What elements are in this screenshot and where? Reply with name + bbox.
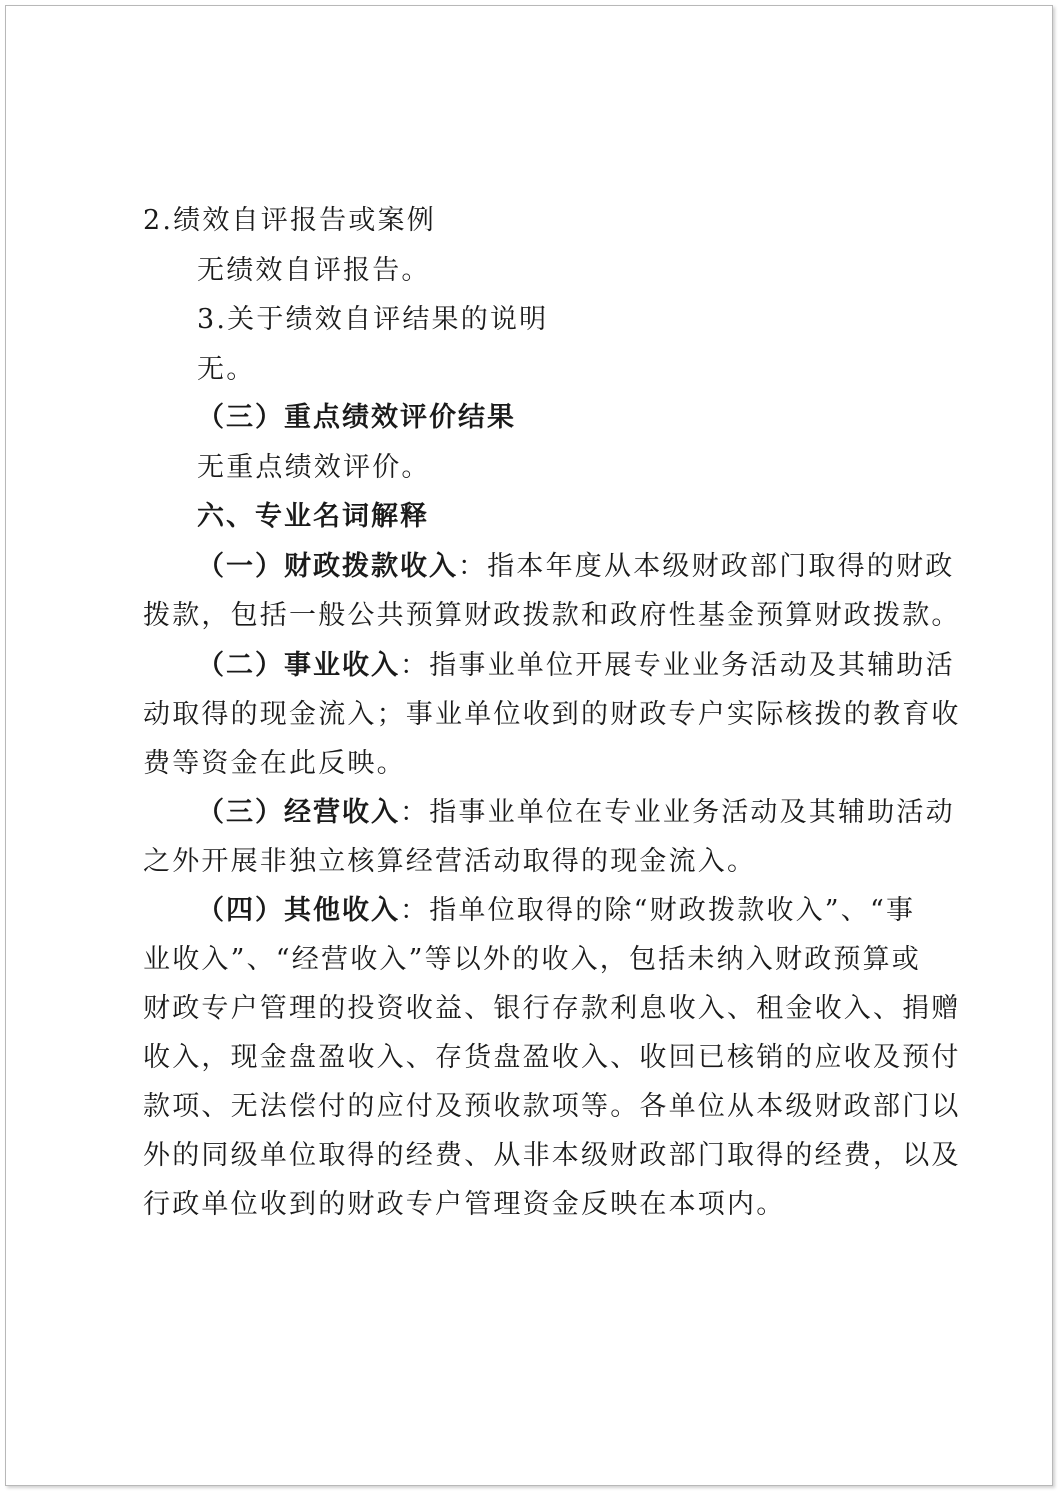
definition-business-income bbox=[197, 650, 955, 682]
definition-continuation: 外的同级单位取得的经费、从非本级财政部门取得的经费，以及 bbox=[143, 1140, 961, 1171]
subheading-self-eval-report: 2.绩效自评报告或案例 bbox=[143, 205, 436, 236]
definition-other-income bbox=[197, 895, 915, 927]
definition-continuation: 款项、无法偿付的应付及预收款项等。各单位从本级财政部门以 bbox=[143, 1091, 961, 1122]
definition-continuation: 之外开展非独立核算经营活动取得的现金流入。 bbox=[143, 846, 757, 877]
paragraph-no-key-evaluation: 无重点绩效评价。 bbox=[197, 452, 431, 483]
subheading-result-explanation: 3.关于绩效自评结果的说明 bbox=[197, 304, 549, 335]
definition-continuation: 费等资金在此反映。 bbox=[143, 748, 406, 779]
definition-continuation: 动取得的现金流入；事业单位收到的财政专户实际核拨的教育收 bbox=[143, 699, 961, 730]
definition-text: ：指单位取得的除“财政拨款收入”、“事 bbox=[400, 895, 916, 926]
definition-text: ：指本年度从本级财政部门取得的财政 bbox=[458, 551, 955, 582]
term-fiscal-appropriation: （一）财政拨款收入 bbox=[197, 551, 458, 582]
definition-text: ：指事业单位开展专业业务活动及其辅助活 bbox=[400, 650, 955, 681]
definition-fiscal-appropriation bbox=[197, 551, 954, 583]
subheading-key-evaluation: （三）重点绩效评价结果 bbox=[197, 402, 516, 433]
definition-continuation: 业收入”、“经营收入”等以外的收入，包括未纳入财政预算或 bbox=[143, 944, 922, 975]
definition-operating-income bbox=[197, 797, 955, 829]
definition-text: ：指事业单位在专业业务活动及其辅助活动 bbox=[400, 797, 955, 828]
section-heading-glossary: 六、专业名词解释 bbox=[197, 501, 429, 532]
definition-continuation: 拨款，包括一般公共预算财政拨款和政府性基金预算财政拨款。 bbox=[143, 600, 961, 631]
paragraph-none: 无。 bbox=[197, 354, 256, 385]
term-business-income: （二）事业收入 bbox=[197, 650, 400, 681]
definition-continuation: 财政专户管理的投资收益、银行存款利息收入、租金收入、捐赠 bbox=[143, 993, 961, 1024]
term-operating-income: （三）经营收入 bbox=[197, 797, 400, 828]
definition-continuation: 收入，现金盘盈收入、存货盘盈收入、收回已核销的应收及预付 bbox=[143, 1042, 961, 1073]
definition-continuation: 行政单位收到的财政专户管理资金反映在本项内。 bbox=[143, 1189, 786, 1220]
paragraph-no-report: 无绩效自评报告。 bbox=[197, 255, 431, 286]
term-other-income: （四）其他收入 bbox=[197, 895, 400, 926]
